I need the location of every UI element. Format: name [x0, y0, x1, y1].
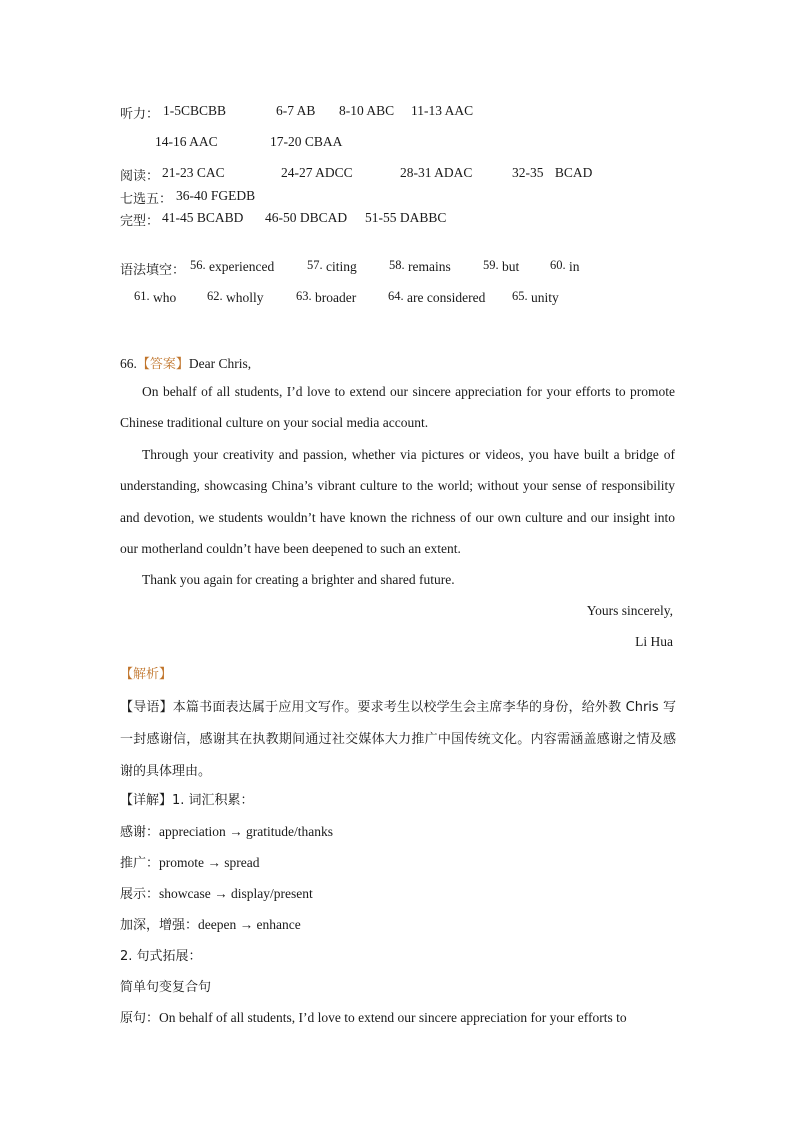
detail-heading: 【详解】1. 词汇积累： [120, 793, 254, 808]
analysis-tag: 【解析】 [120, 667, 173, 682]
reading-answers-1: 21-23 CAC [162, 165, 225, 180]
reading-label: 阅读： [120, 169, 160, 184]
cloze-answers-2: 46-50 DBCAD [265, 210, 348, 225]
listening-answers-5: 14-16 AAC [155, 134, 218, 149]
grammar-item: 57. citing [307, 258, 357, 274]
essay-signature: Li Hua [635, 634, 673, 649]
essay-closing: Yours sincerely, [586, 603, 673, 618]
essay-paragraph-1: On behalf of all students, I’d love to extend our sincere appreciation for your efforts to promote Chinese traditional culture on your social media account. [120, 384, 675, 431]
guide-paragraph [120, 692, 676, 788]
essay-paragraph-2: Through your creativity and passion, whether via pictures or videos, you have built a bridge of understanding, showcasing China’s vibrant culture to the world; without your sense of responsibility and devotion, we students wouldn’t have known the richness of our own culture and our insight into our motherland couldn’t have been deepened to such an extent. [120, 447, 675, 556]
listening-answers-6: 17-20 CBAA [270, 134, 343, 149]
pattern-heading: 2. 句式拓展： [120, 949, 202, 964]
answer-tag: 【答案】 [136, 357, 189, 372]
reading-answers-4: 32-35 BCAD [512, 165, 593, 180]
original-sentence: 原句：On behalf of all students, I’d love to extend our sincere appreciation for your efforts to [120, 1010, 627, 1026]
guide-text: 本篇书面表达属于应用文写作。要求考生以校学生会主席李华的身份，给外教 Chris 写一封感谢信，感谢其在执教期间通过社交媒体大力推广中国传统文化。内容需涵盖感谢之情及感谢的具体理由。 [120, 700, 676, 779]
vocab-item: 推广：promote → spread [120, 855, 260, 871]
grammar-item: 61. who [134, 289, 177, 305]
grammar-item: 64. are considered [388, 289, 486, 305]
grammar-item: 65. unity [512, 289, 559, 305]
seven-label: 七选五： [120, 192, 173, 207]
grammar-item: 63. broader [296, 289, 357, 305]
cloze-answers-1: 41-45 BCABD [162, 210, 244, 225]
listening-answers-3: 8-10 ABC [339, 103, 395, 118]
guide-tag: 【导语】 [120, 700, 173, 715]
grammar-label: 语法填空： [120, 263, 186, 278]
cloze-answers-3: 51-55 DABBC [365, 210, 447, 225]
listening-answers-1: 1-5CBCBB [163, 103, 227, 118]
grammar-item: 59. but [483, 258, 520, 274]
vocab-item: 加深，增强：deepen → enhance [120, 917, 301, 933]
listening-answers-4: 11-13 AAC [411, 103, 474, 118]
essay-header [120, 353, 251, 372]
cloze-label: 完型： [120, 214, 160, 229]
seven-answers: 36-40 FGEDB [176, 188, 256, 203]
reading-answers-2: 24-27 ADCC [281, 165, 353, 180]
reading-answers-3: 28-31 ADAC [400, 165, 473, 180]
essay-number: 66. [120, 356, 137, 371]
grammar-item: 58. remains [389, 258, 451, 274]
pattern-subheading: 简单句变复合句 [120, 980, 212, 995]
listening-label: 听力： [120, 107, 160, 122]
listening-answers-2: 6-7 AB [276, 103, 316, 118]
vocab-item: 展示：showcase → display/present [120, 886, 313, 902]
essay-paragraph-3: Thank you again for creating a brighter and shared future. [142, 572, 455, 587]
grammar-item: 62. wholly [207, 289, 264, 305]
grammar-item: 60. in [550, 258, 580, 274]
essay-greeting: Dear Chris, [188, 356, 252, 371]
vocab-item: 感谢：appreciation → gratitude/thanks [120, 824, 333, 840]
grammar-item: 56. experienced [190, 258, 275, 274]
